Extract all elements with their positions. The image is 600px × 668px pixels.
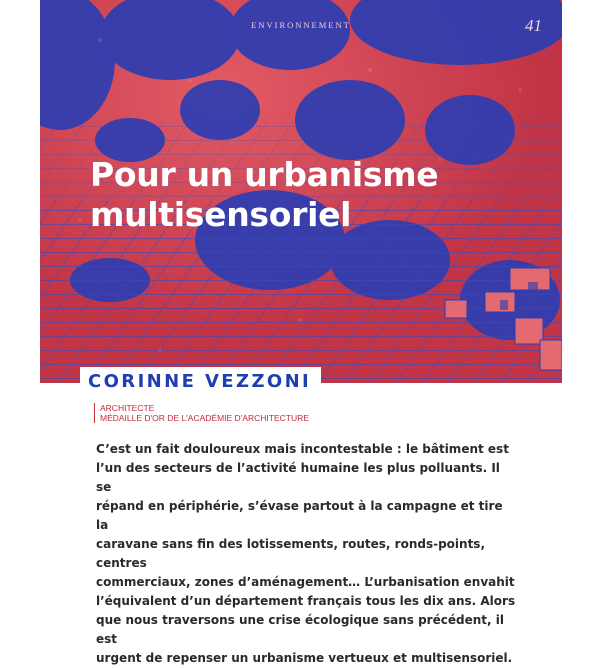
author-name: CORINNE VEZZONI	[88, 371, 312, 392]
page-number: 41	[525, 16, 542, 35]
author-name-box	[80, 367, 321, 394]
author-credentials	[94, 403, 309, 423]
article-title-line-1: Pour un urbanisme	[90, 155, 439, 194]
article-title	[90, 155, 550, 235]
author-distinction: MÉDAILLE D'OR DE L'ACADÉMIE D'ARCHITECTURE	[100, 413, 309, 423]
section-label: ENVIRONNEMENT	[251, 20, 351, 30]
hero-image	[40, 0, 562, 383]
author-role: ARCHITECTE	[100, 403, 155, 413]
article-lead-paragraph: C’est un fait douloureux mais incontestable : le bâtiment est l’un des secteurs de l’activité humaine les plus polluants. Il se répand en périphérie, s’évase partout à la campagne et tire la caravane sans fin des lotissements, routes, ronds-points, centres commerciaux, zones d’aménagement… L’urbanisation envahit l’équivalent d’un département français tous les dix ans. Alors que nous traversons une crise écologique sans précédent, il est urgent de repenser un urbanisme vertueux et multisensoriel.	[96, 442, 516, 665]
article-title-line-2: multisensoriel	[90, 195, 352, 234]
